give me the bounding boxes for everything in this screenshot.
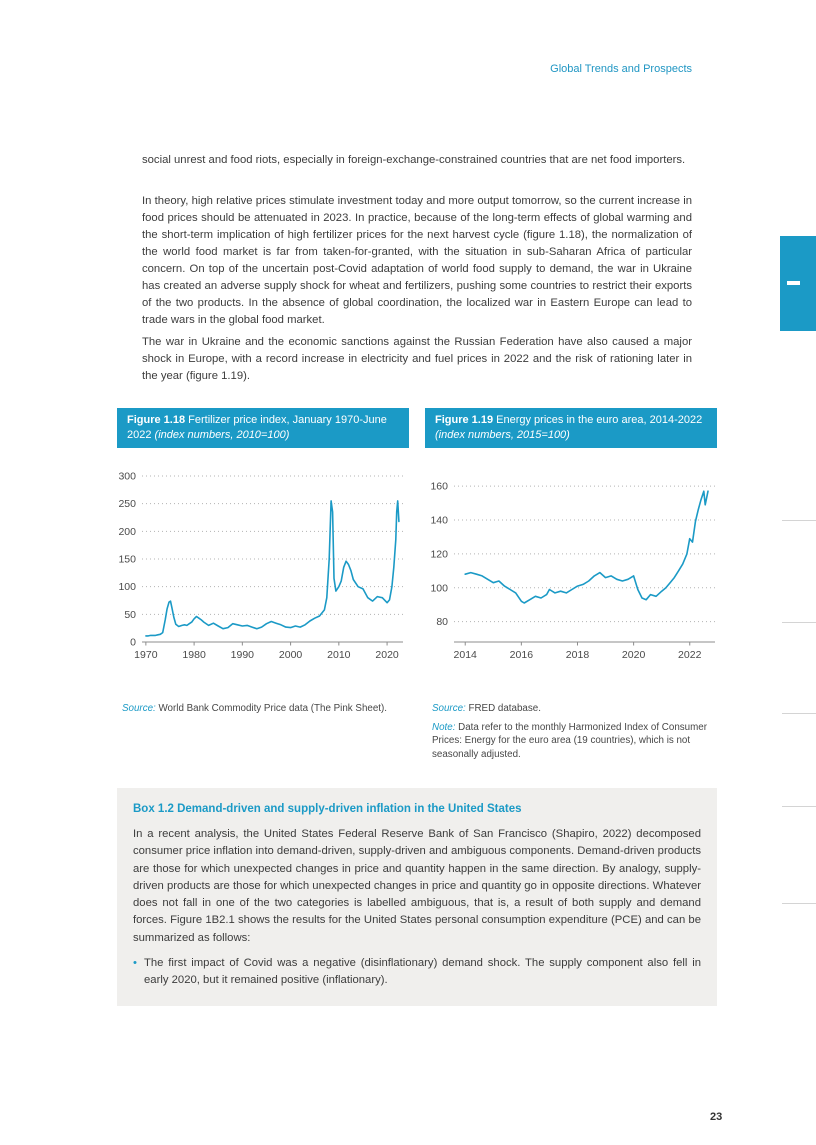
body-paragraph-3: The war in Ukraine and the economic sanctions against the Russian Federation have also caused a major shock in Europe, with a record increase in electricity and fuel prices in 2022 and the risk of rationing later in the year (figure 1.19). xyxy=(142,336,692,382)
edge-mark xyxy=(782,903,816,904)
figure-1-18-line-chart xyxy=(109,468,407,668)
svg-text:2000: 2000 xyxy=(278,649,303,661)
figure-1-19-line-chart xyxy=(421,468,719,668)
svg-text:2018: 2018 xyxy=(565,649,590,661)
svg-text:50: 50 xyxy=(124,608,136,621)
svg-text:100: 100 xyxy=(118,581,136,594)
figure-1-18-header xyxy=(117,408,409,448)
chapter-tab-dash-icon xyxy=(787,281,800,285)
svg-text:2020: 2020 xyxy=(621,649,646,661)
figure-1-19-unit: (index numbers, 2015=100) xyxy=(435,429,570,441)
box-body: In a recent analysis, the United States Federal Reserve Bank of San Francisco (Shapiro, 2022) decomposed consumer price inflation into demand-driven, supply-driven and ambiguous components. Demand-driven products are those for which unexpected changes in price and quantity happen in the same direction. By analogy, supply-driven products are those for which unexpected changes in price and quantity go in opposite directions. Whatever does not fall in one of the two categories is labelled ambiguous, that is, a result of both supply and demand forces. Figure 1B2.1 shows the results for the United States personal consumption expenditure (PCE) and can be summarized as follows: xyxy=(133,828,701,944)
svg-text:120: 120 xyxy=(430,548,448,561)
svg-text:0: 0 xyxy=(130,636,136,649)
svg-text:1980: 1980 xyxy=(182,649,206,661)
source-label: Source: xyxy=(432,703,466,714)
box-bullet-item xyxy=(133,955,701,990)
figure-1-19-header xyxy=(425,408,717,448)
body-paragraph-1: social unrest and food riots, especially in foreign-exchange-constrained countries that are net food importers. xyxy=(142,154,686,166)
svg-text:250: 250 xyxy=(118,498,136,511)
figure-1-19-note xyxy=(432,721,717,762)
svg-text:80: 80 xyxy=(436,616,448,629)
source-label: Source: xyxy=(122,703,156,714)
source-text: FRED database. xyxy=(465,703,541,714)
svg-text:200: 200 xyxy=(118,525,136,538)
svg-text:1970: 1970 xyxy=(134,649,158,661)
svg-text:2016: 2016 xyxy=(509,649,534,661)
svg-text:140: 140 xyxy=(430,514,448,527)
running-header: Global Trends and Prospects xyxy=(550,63,692,75)
note-label: Note: xyxy=(432,721,456,733)
svg-text:100: 100 xyxy=(430,582,448,595)
page-number: 23 xyxy=(710,1111,723,1123)
figure-1-18-label: Figure 1.18 xyxy=(127,414,186,426)
bullet-text: The first impact of Covid was a negative (disinflationary) demand shock. The supply component also fell in early 2020, but it remained positive (inflationary). xyxy=(144,957,701,987)
figure-1-19-source-note xyxy=(432,702,717,761)
chapter-tab xyxy=(780,236,816,331)
body-paragraph-2: In theory, high relative prices stimulate investment today and more output tomorrow, so the current increase in food prices should be attenuated in 2023. In practice, because of the long-term effects of global warming and the short-term implication of high fertilizer prices for the next harvest cycle (figure 1.18), the normalization of the world food market is far from taken-for-granted, with the situation in sub-Saharan Africa of particular concern. On top of the uncertain post-Covid adaptation of world food supply to demand, the war in Ukraine has created an adverse supply shock for wheat and fertilizers, pushing some countries to restrict their exports of the two products. In the absence of global coordination, the localized war in Eastern Europe can lead to trade wars in the global food market. xyxy=(142,195,692,326)
svg-text:150: 150 xyxy=(118,553,136,566)
svg-text:2020: 2020 xyxy=(375,649,399,661)
figure-1-19-title: Energy prices in the euro area, 2014-2022 xyxy=(493,414,703,426)
figure-1-19-label: Figure 1.19 xyxy=(435,414,494,426)
bullet-icon: • xyxy=(133,957,137,970)
edge-mark xyxy=(782,622,816,623)
figure-1-18-source xyxy=(122,702,410,716)
svg-text:1990: 1990 xyxy=(230,649,255,661)
svg-text:2022: 2022 xyxy=(678,649,702,661)
svg-text:2014: 2014 xyxy=(453,649,477,661)
svg-text:300: 300 xyxy=(118,470,136,483)
edge-mark xyxy=(782,713,816,714)
box-title: Box 1.2 Demand-driven and supply-driven inflation in the United States xyxy=(133,803,522,815)
figure-1-19-source xyxy=(432,702,717,716)
edge-mark xyxy=(782,806,816,807)
figure-1-18-title: Fertilizer price index, January 1970-June 2022 xyxy=(127,414,387,441)
note-text: Data refer to the monthly Harmonized Index of Consumer Prices: Energy for the euro area (19 countries), which is not seasonally adjusted. xyxy=(432,721,707,760)
svg-text:2010: 2010 xyxy=(327,649,351,661)
source-text: World Bank Commodity Price data (The Pink Sheet). xyxy=(155,703,387,714)
figure-1-18-unit: (index numbers, 2010=100) xyxy=(154,429,290,441)
edge-mark xyxy=(782,520,816,521)
box-1-2 xyxy=(117,788,717,1006)
svg-text:160: 160 xyxy=(430,480,448,493)
